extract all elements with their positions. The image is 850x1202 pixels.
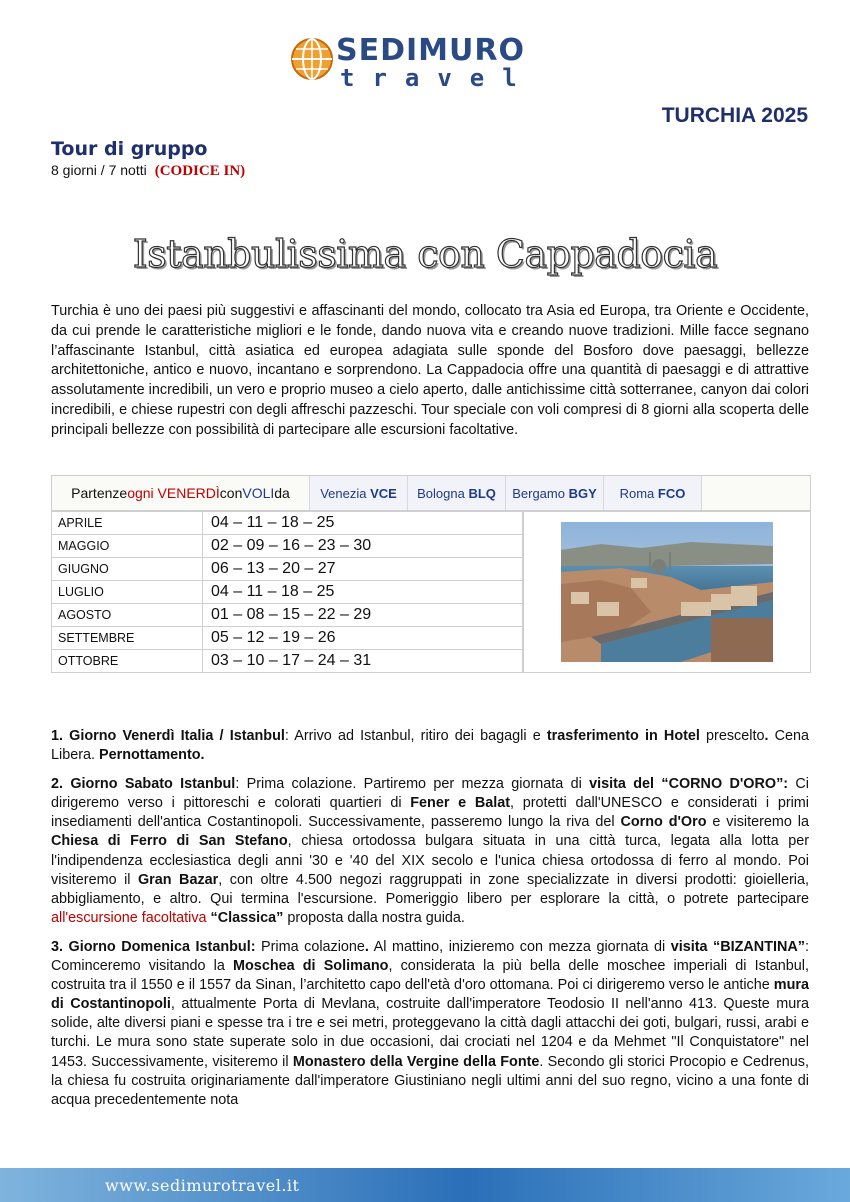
day-bold: . [764,728,769,744]
day-bold: visita del “CORNO D'ORO”: [589,776,789,793]
city-code: BGY [568,485,597,501]
dates-cell: 03 – 10 – 17 – 24 – 31 [203,650,523,673]
tour-duration: 8 giorni / 7 notti [51,162,147,178]
footer-bar [0,1168,850,1202]
city-name: Bologna [417,485,465,501]
departure-dates-table [51,511,523,673]
table-row [52,512,523,535]
dep-text-4: VOLI [242,485,275,501]
istanbul-photo-frame [523,511,811,673]
day-bold: Gran Bazar [137,871,219,888]
day-bold: visita “BIZANTINA” [670,938,805,955]
table-row [52,535,523,558]
city-code: FCO [657,485,686,501]
dep-text-1: Partenze [71,485,128,501]
departures-spacer [702,476,810,510]
dates-cell: 04 – 11 – 18 – 25 [203,512,523,535]
departure-city-venezia [310,476,408,510]
day-bold: trasferimento in Hotel [546,728,700,744]
day-text: , con oltre 4.500 negozi raggruppati in zone specializzate in diversi prodotti: gioielleria, abbigliamento, e altro. Qui termina l'escursione. Pomeriggio libero per esplorare la città, o potrete partecipare [51,871,810,907]
tour-code: (CODICE IN) [154,163,246,179]
dep-text-2: ogni VENERDÌ [127,485,220,501]
day-bold: Corno d'Oro [620,814,707,831]
table-row [52,650,523,673]
day-2 [51,775,809,928]
month-cell: AGOSTO [52,604,203,627]
month-cell: GIUGNO [52,558,203,581]
optional-excursion-text: all'escursione facoltativa [51,909,207,926]
day-bold: mura di Costantinopoli [51,977,809,1013]
dates-cell: 02 – 09 – 16 – 23 – 30 [203,535,523,558]
istanbul-photo [561,522,773,662]
day-text: proposta dalla nostra guida. [283,909,465,926]
month-cell: OTTOBRE [52,650,203,673]
departures-header [51,475,811,511]
day-3 [51,938,809,1110]
day-text: : Cominceremo visitando la [51,938,809,975]
departure-city-bologna [408,476,506,510]
globe-icon [290,37,334,81]
dates-cell: 06 – 13 – 20 – 27 [203,558,523,581]
dates-cell: 01 – 08 – 15 – 22 – 29 [203,604,523,627]
day-text: : Arrivo ad Istanbul, ritiro dei bagagli e [284,728,547,744]
day-bold: . [364,938,369,955]
city-name: Roma [619,485,655,501]
dep-text-5: da [274,485,290,501]
month-cell: MAGGIO [52,535,203,558]
month-cell: APRILE [52,512,203,535]
table-row [52,604,523,627]
day-bold: Pernottamento. [99,747,205,764]
day-text: Prima colazione [255,938,365,955]
logo-brand-text: SEDIMURO [336,33,525,68]
table-row [52,581,523,604]
city-name: Venezia [320,485,367,501]
day-text: Cena Libera. [51,728,810,764]
table-row [52,627,523,650]
day-bold: Fener e Balat [410,795,511,812]
city-code: BLQ [468,485,496,501]
departure-city-bergamo [506,476,604,510]
tour-type: Tour di gruppo [51,138,208,160]
month-cell: SETTEMBRE [52,627,203,650]
itinerary [51,727,809,1120]
tour-length [51,162,245,180]
intro-paragraph: Turchia è uno dei paesi più suggestivi e affascinanti del mondo, collocato tra Asia ed Europa, tra Oriente e Occidente, da cui prende le caratteristiche migliori e le fonde, dando nuova vita e creando nuove tradizioni. Mille facce segnano l’affascinante Istanbul, città asiatica ed europea adagiata sulle sponde del Bosforo dove paesaggi, bellezze architettoniche, antico e nuovo, incantano e sorprendono. La Cappadocia offre una quantità di paesaggi e di attrattive assolutamente incredibili, un vero e proprio museo a cielo aperto, dalle antichissime città sotterranee, canyon dai colori incredibili, e chiese rupestri con degli affreschi pazzeschi. Tour speciale con voli compresi di 8 giorni alla scoperta delle principali bellezze con possibilità di partecipare alle escursioni facoltative. [51,303,809,438]
footer-website-link[interactable]: www.sedimurotravel.it [105,1176,300,1195]
day-text: prescelto [699,728,765,744]
city-name: Bergamo [512,485,565,501]
day-1 [51,727,809,765]
day-bold: “Classica” [206,909,284,926]
table-row [52,558,523,581]
day-heading: 3. Giorno Domenica Istanbul: [51,938,256,955]
day-text: Ci dirigeremo verso i pittoreschi e colorati quartieri di [51,776,809,812]
day-text: : Prima colazione. Partiremo per mezza giornata di [235,776,590,793]
day-bold: Chiesa di Ferro di San Stefano [51,833,288,850]
month-cell: LUGLIO [52,581,203,604]
day-heading: 2. Giorno Sabato Istanbul [51,776,236,793]
page-title: Istanbulissima con Cappadocia [132,232,718,276]
day-text: , chiesa ortodossa bulgara situata in una città turca, legata alla lotta per l'indipendenza ecclesiastica degli anni '30 e '40 del XIX secolo e l'unica chiesa ortodossa di ferro al mondo. Poi visiteremo il [51,833,809,888]
day-text: Al mattino, inizieremo con mezza giornata di [368,938,671,955]
day-text: , attualmente Porta di Mevlana, costruite dall'imperatore Teodosio II nell'anno 413. Queste mura solide, alte diversi piani e spesse tra i tre e sei metri, proteggevano la città dagli attacchi dei goti, bulgari, russi, arabi e turchi. Le mura sono state superate solo in due occasioni, dai crociati nel 1204 e da Mehmet "Il Conquistatore" nel 1453. Successivamente, visiteremo il [51,996,809,1070]
day-bold: Monastero della Vergine della Fonte [292,1053,540,1070]
departure-city-roma [604,476,702,510]
city-code: VCE [370,485,397,501]
day-text: e visiteremo la [706,814,809,831]
day-heading: 1. Giorno Venerdì Italia / Istanbul [51,728,285,744]
dates-cell: 04 – 11 – 18 – 25 [203,581,523,604]
day-text: . Secondo gli storici Procopio e Cedrenus, la chiesa fu costruita originariamente dall'imperatore Giustiniano negli ultimi anni del suo regno, vicino a una fonte di acqua precedentemente nota [51,1053,809,1108]
brand-logo [290,35,590,90]
day-bold: Moschea di Solimano [233,958,389,975]
country-year: TURCHIA 2025 [661,104,808,127]
logo-sub-text: travel [340,64,535,92]
dates-cell: 05 – 12 – 19 – 26 [203,627,523,650]
departures-label [52,476,310,510]
day-text: , considerata la più bella delle moschee imperiali di Istanbul, costruita tra il 1550 e il 1557 da Sinan, l’architetto capo dell'età d'oro ottomana. Poi ci dirigeremo verso le antiche [51,958,809,994]
dep-text-3: con [219,485,243,501]
day-text: , protetti dall'UNESCO e considerati i primi insediamenti dell'antica Costantinopoli. Successivamente, passeremo lungo la riva del [51,795,809,831]
